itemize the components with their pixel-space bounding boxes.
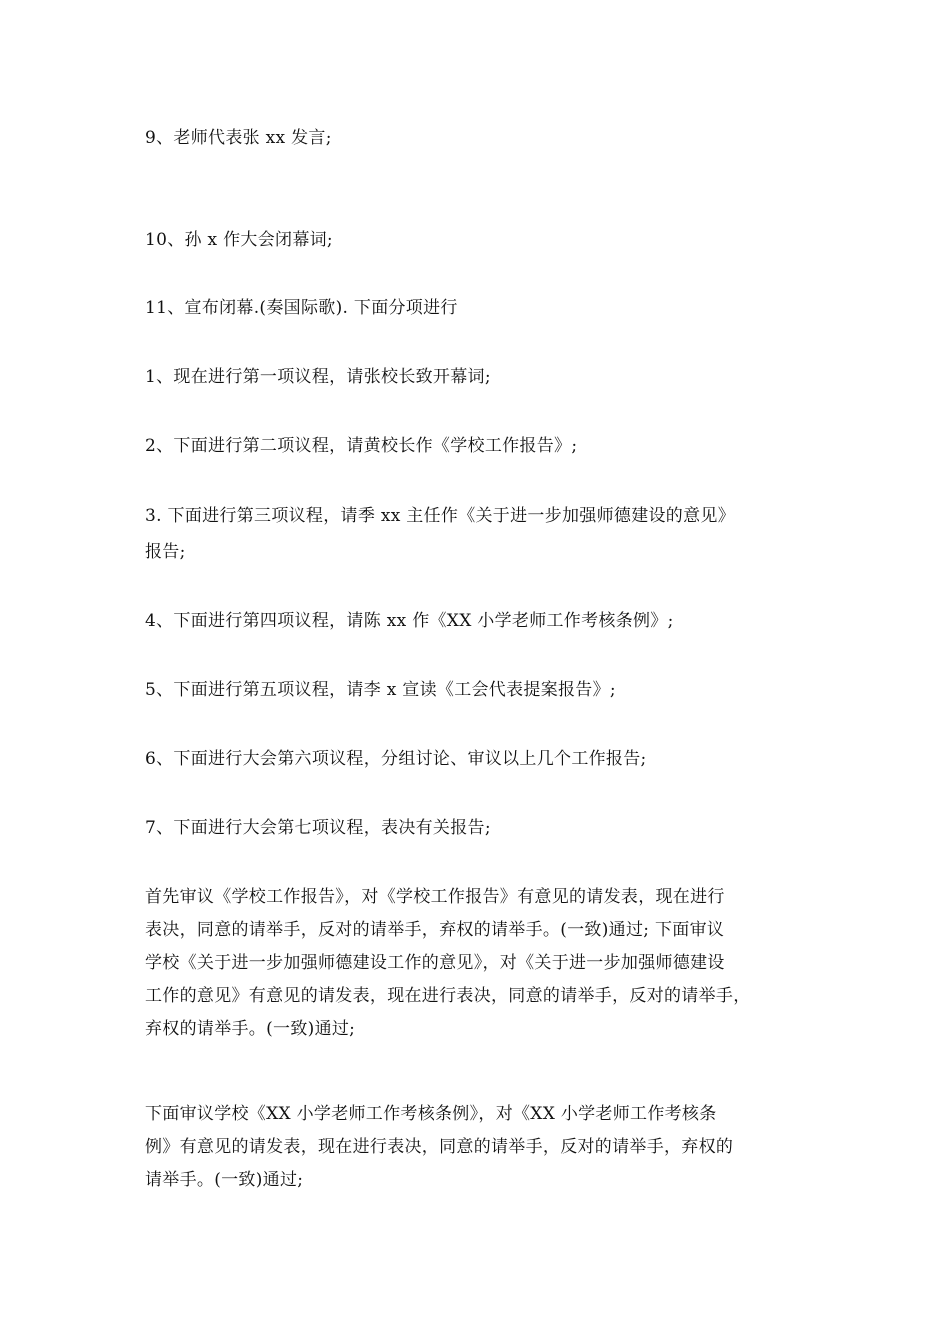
paragraph-vote-school-report	[145, 881, 810, 1046]
agenda-item-3-continued: 报告;	[145, 542, 186, 562]
paragraph-line: 例》有意见的请发表，现在进行表决，同意的请举手，反对的请举手，弃权的	[145, 1137, 734, 1157]
paragraph-line: 学校《关于进一步加强师德建设工作的意见》，对《关于进一步加强师德建设	[145, 953, 725, 973]
agenda-item-9: 9、老师代表张 xx 发言;	[145, 128, 332, 148]
paragraph-line: 工作的意见》有意见的请发表，现在进行表决，同意的请举手，反对的请举手，	[145, 986, 751, 1006]
paragraph-line: 弃权的请举手。(一致)通过;	[145, 1019, 356, 1039]
paragraph-vote-assessment-rules	[145, 1098, 810, 1197]
agenda-item-11: 11、宣布闭幕.(奏国际歌). 下面分项进行	[145, 298, 458, 318]
agenda-item-10: 10、孙 x 作大会闭幕词;	[145, 230, 333, 250]
agenda-item-7: 7、下面进行大会第七项议程，表决有关报告;	[145, 818, 491, 838]
paragraph-line: 请举手。(一致)通过;	[145, 1170, 304, 1190]
agenda-item-5: 5、下面进行第五项议程，请李 x 宣读《工会代表提案报告》;	[145, 680, 616, 700]
paragraph-line: 首先审议《学校工作报告》，对《学校工作报告》有意见的请发表，现在进行	[145, 887, 725, 907]
agenda-item-3: 3. 下面进行第三项议程，请季 xx 主任作《关于进一步加强师德建设的意见》	[145, 506, 736, 526]
agenda-item-1: 1、现在进行第一项议程，请张校长致开幕词;	[145, 367, 491, 387]
paragraph-line: 表决，同意的请举手，反对的请举手，弃权的请举手。(一致)通过; 下面审议	[145, 920, 725, 940]
agenda-item-2: 2、下面进行第二项议程，请黄校长作《学校工作报告》;	[145, 436, 578, 456]
paragraph-line: 下面审议学校《XX 小学老师工作考核条例》，对《XX 小学老师工作考核条	[145, 1104, 717, 1124]
agenda-item-4: 4、下面进行第四项议程，请陈 xx 作《XX 小学老师工作考核条例》;	[145, 611, 674, 631]
agenda-item-6: 6、下面进行大会第六项议程，分组讨论、审议以上几个工作报告;	[145, 749, 647, 769]
